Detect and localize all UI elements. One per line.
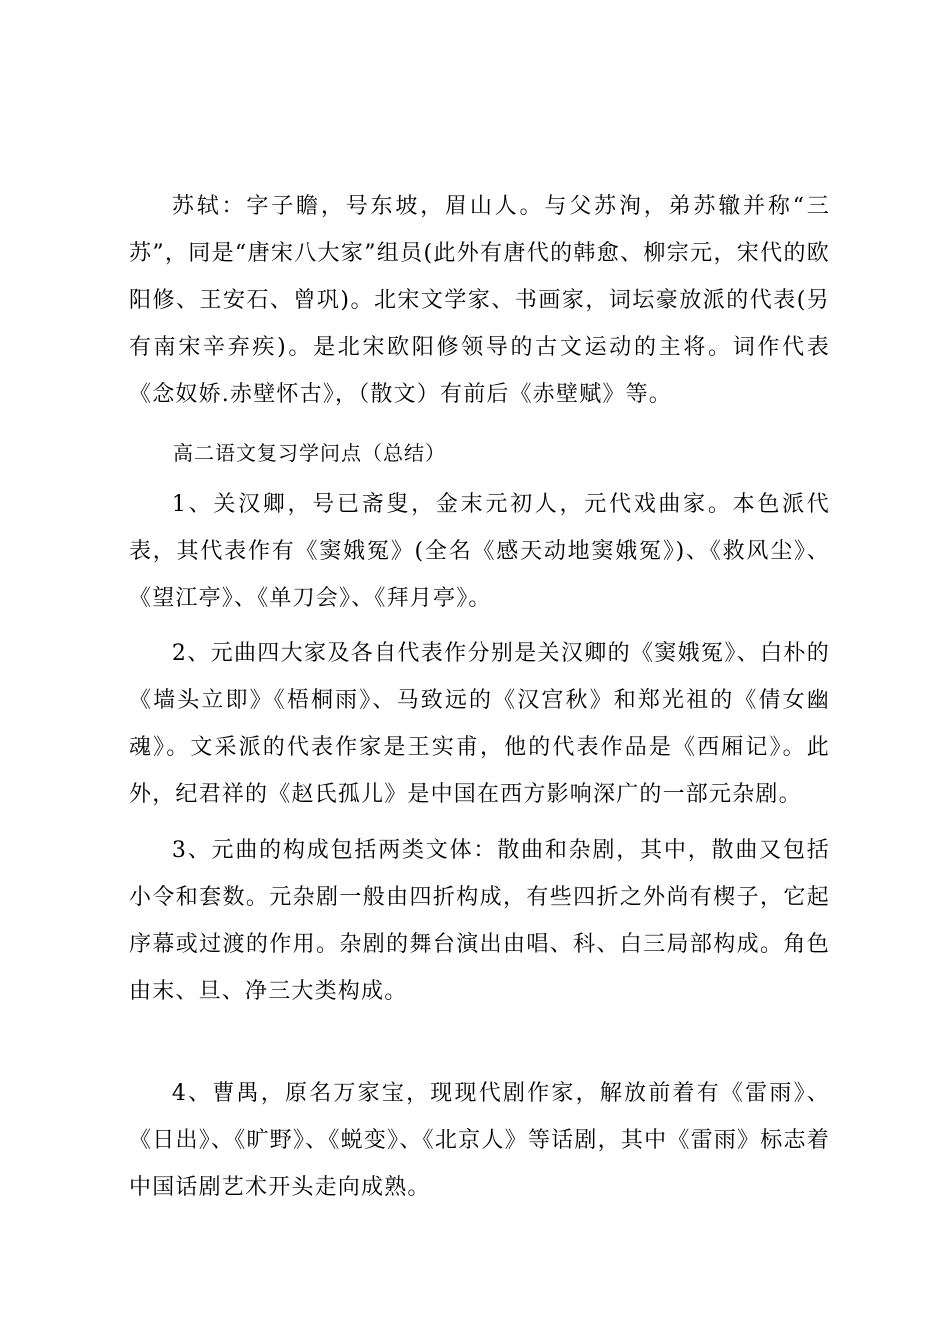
paragraph-item-2: 2、元曲四大家及各自代表作分别是关汉卿的《窦娥冤》、白朴的《墙头立即》《梧桐雨》、马致远的《汉宫秋》和郑光祖的《倩女幽魂》。文采派的代表作家是王实甫，他的代表作品是《西厢记》。此外，纪君祥的《赵氏孤儿》是中国在西方影响深广的一部元杂剧。 [129,641,830,807]
paragraph-item-1: 1、关汉卿，号已斋叟，金末元初人，元代戏曲家。本色派代表，其代表作有《窦娥冤》(全名《感天动地窦娥冤》)、《救风尘》、《望江亭》、《单刀会》、《拜月亭》。 [129,492,830,611]
paragraph-item-3: 3、元曲的构成包括两类文体：散曲和杂剧，其中，散曲又包括小令和套数。元杂剧一般由四折构成，有些四折之外尚有楔子，它起序幕或过渡的作用。杂剧的舞台演出由唱、科、白三局部构成。角色由末、旦、净三大类构成。 [129,838,830,1004]
paragraph-su-shi: 苏轼：字子瞻，号东坡，眉山人。与父苏洵，弟苏辙并称“三苏”，同是“唐宋八大家”组员(此外有唐代的韩愈、柳宗元，宋代的欧阳修、王安石、曾巩)。北宋文学家、书画家，词坛豪放派的代表(另有南宋辛弃疾)。是北宋欧阳修领导的古文运动的主将。词作代表《念奴娇.赤壁怀古》，（散文）有前后《赤壁赋》等。 [129,194,830,407]
section-heading: 高二语文复习学问点（总结） [173,441,446,465]
paragraph-item-4: 4、曹禺，原名万家宝，现现代剧作家，解放前着有《雷雨》、《日出》、《旷野》、《蜕变》、《北京人》等话剧，其中《雷雨》标志着中国话剧艺术开头走向成熟。 [129,1081,830,1200]
